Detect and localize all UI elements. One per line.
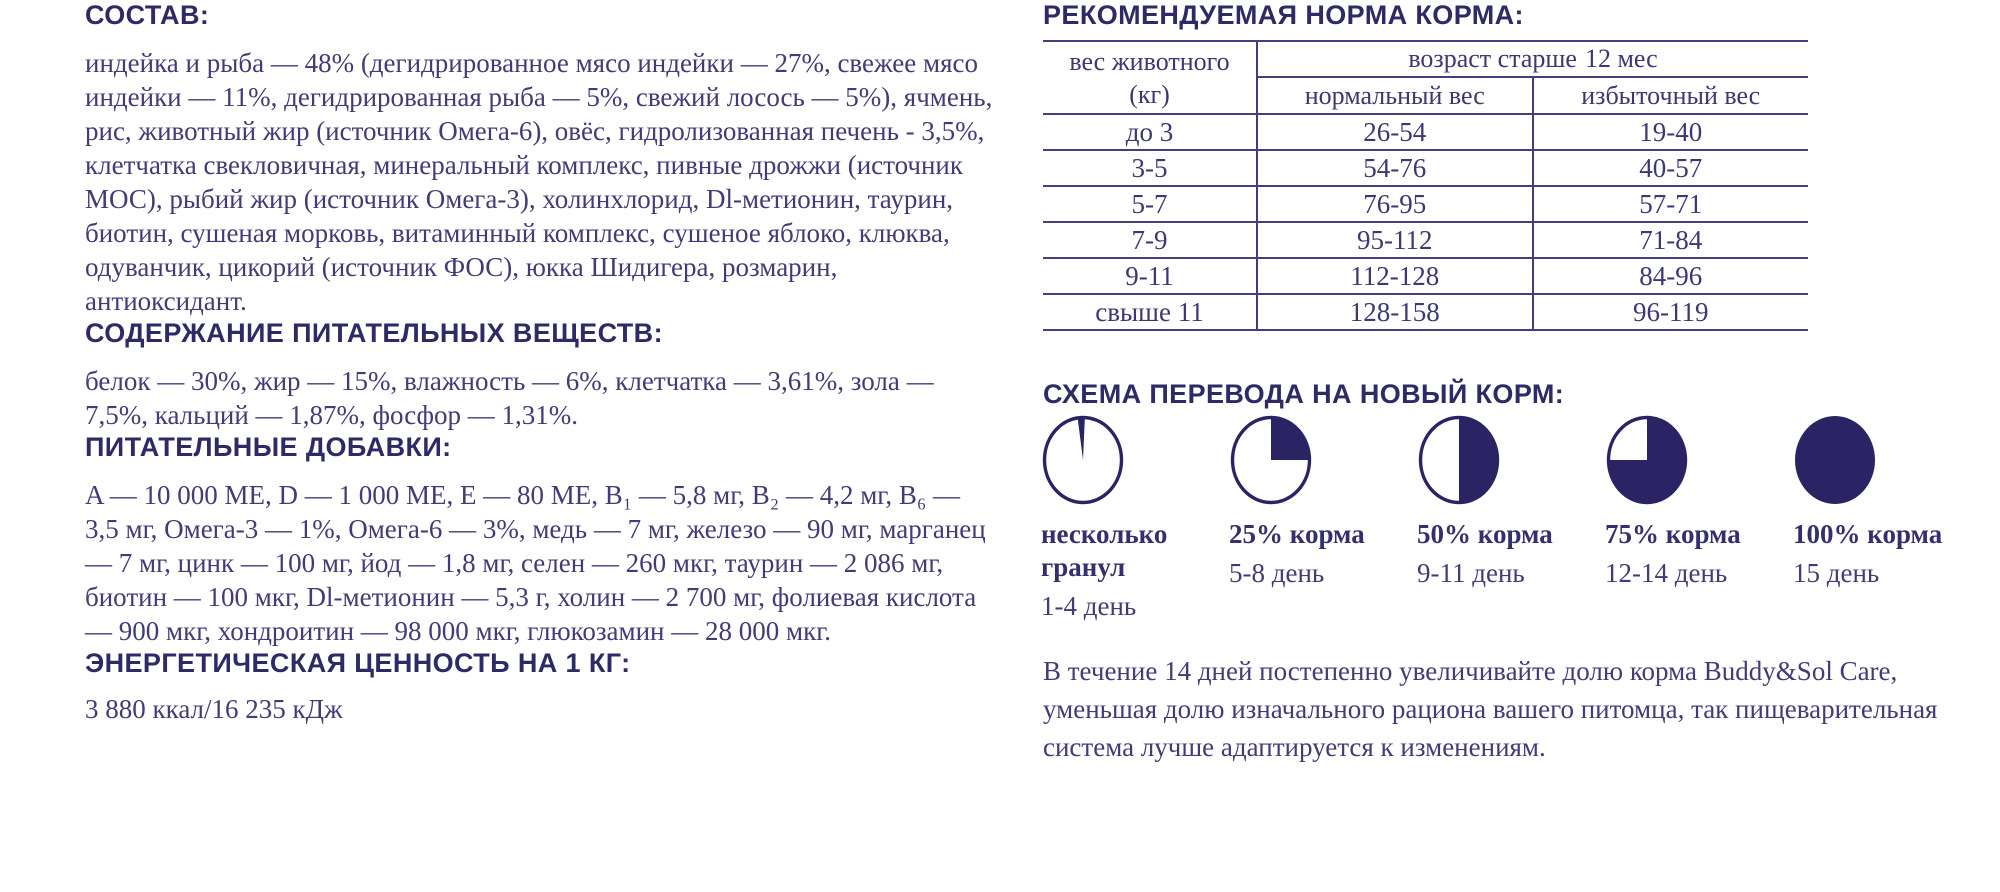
transition-step [1605,414,1781,590]
feeding-cell-overweight: 57-71 [1533,186,1809,222]
transition-step-label: 75% корма [1605,519,1741,549]
feeding-row [1043,114,1808,150]
feeding-cell-overweight: 19-40 [1533,114,1809,150]
feeding-row [1043,150,1808,186]
feeding-row [1043,222,1808,258]
nutrients-text: белок — 30%, жир — 15%, влажность — 6%, клетчатка — 3,61%, зола — 7,5%, кальций — 1,87%, фосфор — 1,31%. [85,366,934,430]
composition-title: СОСТАВ: [85,0,210,30]
transition-step [1041,414,1217,623]
feeding-subheader-normal: нормальный вес [1257,77,1533,114]
feeding-table-title: РЕКОМЕНДУЕМАЯ НОРМА КОРМА: [1043,0,1524,30]
energy-title: ЭНЕРГЕТИЧЕСКАЯ ЦЕННОСТЬ НА 1 КГ: [85,648,631,678]
pie-few-granules-icon [1041,414,1125,506]
feeding-cell-normal: 76-95 [1257,186,1533,222]
feeding-cell-overweight: 71-84 [1533,222,1809,258]
transition-steps [1043,414,1943,626]
feeding-row [1043,294,1808,330]
right-column [1043,0,1943,766]
additives-title: ПИТАТЕЛЬНЫЕ ДОБАВКИ: [85,432,452,462]
transition-step [1417,414,1593,590]
additives-text: A — 10 000 МЕ, D — 1 000 МЕ, E — 80 МЕ, B₁ — 5,8 мг, B₂ — 4,2 мг, B₆ — 3,5 мг, Омега-3 — 1%, Омега-6 — 3%, медь — 7 мг, железо — 90 мг, марганец — 7 мг, цинк — 100 мг, йод — 1,8 мг, селен — 260 мкг, таурин — 2 086 мг, биотин — 100 мкг, Dl-метионин — 5,3 г, холин — 2 700 мг, фолиевая кислота — 900 мкг, хондроитин — 98 000 мкг, глюкозамин — 28 000 мкг. [85,480,986,646]
feeding-age-header-rest: 12 мес [1584,44,1658,73]
transition-step-days: 9-11 день [1417,558,1525,588]
feeding-row [1043,258,1808,294]
feeding-col-weight-header-line1: вес животного [1069,46,1230,76]
pie-25-percent-icon [1229,414,1313,506]
transition-note: В течение 14 дней постепенно увеличивайте долю корма Buddy&Sol Care, уменьшая долю изначального рациона вашего питомца, так пищеварительная система лучше адаптируется к изменениям. [1043,656,1938,762]
transition-title: СХЕМА ПЕРЕВОДА НА НОВЫЙ КОРМ: [1043,379,1565,409]
transition-step-label: 25% корма [1229,519,1365,549]
transition-step-days: 1-4 день [1041,591,1137,621]
feeding-cell-normal: 26-54 [1257,114,1533,150]
pie-75-percent-icon [1605,414,1689,506]
composition-text: индейка и рыба — 48% (дегидрированное мясо индейки — 27%, свежее мясо индейки — 11%, дегидрированная рыба — 5%, свежий лосось — 5%), ячмень, рис, животный жир (источник Омега-6), овёс, гидролизованная печень - 3,5%, клетчатка свекловичная, минеральный комплекс, пивные дрожжи (источник МОС), рыбий жир (источник Омега-3), холинхлорид, Dl-метионин, таурин, биотин, сушеная морковь, витаминный комплекс, сушеное яблоко, клюква, одуванчик, цикорий (источник ФОС), юкка Шидигера, розмарин, антиоксидант. [85,48,993,316]
feeding-cell-overweight: 96-119 [1533,294,1809,330]
pie-50-percent-icon [1417,414,1501,506]
feeding-cell-weight: 7-9 [1043,222,1257,258]
transition-step [1229,414,1405,590]
transition-step-label: 100% корма [1793,519,1943,549]
transition-step-label: 50% корма [1417,519,1553,549]
feeding-cell-normal: 95-112 [1257,222,1533,258]
feeding-age-header-bold: возраст старше [1408,44,1577,73]
feeding-cell-weight: 5-7 [1043,186,1257,222]
transition-step [1793,414,1969,590]
left-column [85,0,993,726]
pie-100-percent-icon [1793,414,1877,506]
feeding-col-weight-header-line2: (кг) [1129,79,1170,109]
feeding-row [1043,186,1808,222]
transition-step-days: 5-8 день [1229,558,1325,588]
feeding-cell-overweight: 84-96 [1533,258,1809,294]
feeding-cell-weight: до 3 [1043,114,1257,150]
feeding-subheader-overweight: избыточный вес [1533,77,1809,114]
transition-step-days: 12-14 день [1605,558,1728,588]
transition-step-days: 15 день [1793,558,1880,588]
feeding-cell-overweight: 40-57 [1533,150,1809,186]
nutrients-title: СОДЕРЖАНИЕ ПИТАТЕЛЬНЫХ ВЕЩЕСТВ: [85,318,663,348]
feeding-cell-weight: свыше 11 [1043,294,1257,330]
feeding-table [1043,40,1808,331]
feeding-cell-normal: 128-158 [1257,294,1533,330]
feeding-col-weight-header [1043,41,1257,114]
feeding-cell-weight: 3-5 [1043,150,1257,186]
feeding-cell-normal: 54-76 [1257,150,1533,186]
energy-value: 3 880 ккал/16 235 кДж [85,694,343,724]
transition-step-label: несколько гранул [1041,519,1168,582]
feeding-cell-normal: 112-128 [1257,258,1533,294]
feeding-cell-weight: 9-11 [1043,258,1257,294]
feeding-age-header [1257,41,1808,77]
